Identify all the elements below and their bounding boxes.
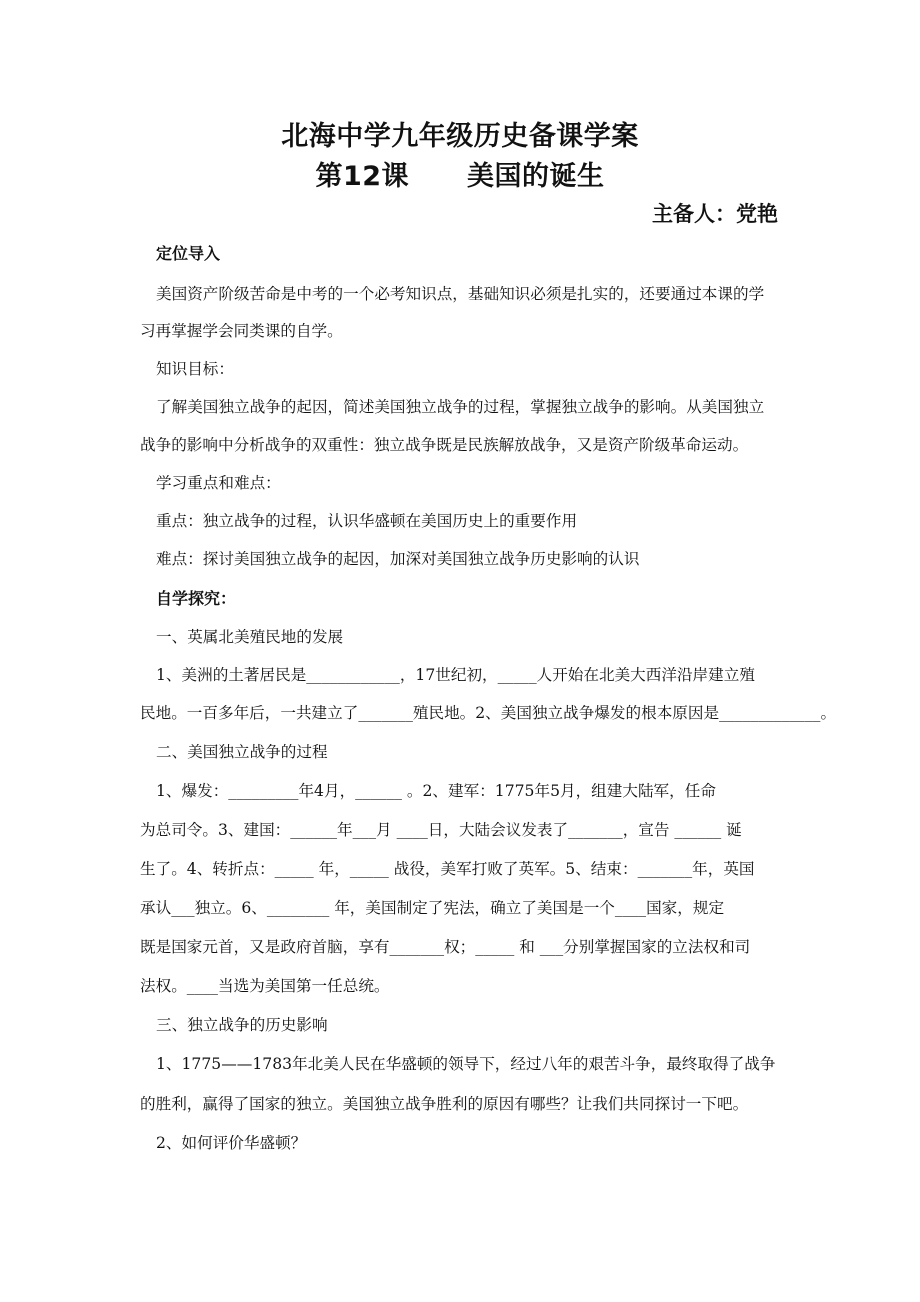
section-3-question-2: 2、如何评价华盛顿？ (156, 1134, 307, 1152)
section-2-line-2: 为总司令。3、建国：______年___月 ____日，大陆会议发表了_______，宣告 ______ 诞 (140, 821, 742, 839)
goal-line-1: 了解美国独立战争的起因，简述美国独立战争的过程，掌握独立战争的影响。从美国独立 (156, 398, 765, 416)
section-3-line-2: 的胜利，赢得了国家的独立。美国独立战争胜利的原因有哪些？让我们共同探讨一下吧。 (140, 1095, 749, 1113)
section-2-title: 二、美国独立战争的过程 (156, 743, 328, 761)
lesson-number: 第12课 (315, 161, 410, 192)
study-heading: 自学探究： (156, 589, 237, 608)
section-2-line-6: 法权。____当选为美国第一任总统。 (140, 977, 390, 995)
section-1-title: 一、英属北美殖民地的发展 (156, 628, 344, 646)
focus-line: 重点：独立战争的过程，认识华盛顿在美国历史上的重要作用 (156, 512, 578, 530)
intro-line-2: 习再掌握学会同类课的自学。 (140, 322, 343, 340)
intro-line-1: 美国资产阶级苦命是中考的一个必考知识点，基础知识必须是扎实的，还要通过本课的学 (156, 285, 765, 303)
section-2-line-1: 1、爆发：_________年4月，______ 。2、建军：1775年5月，组建大陆军，任命 (156, 782, 716, 800)
section-1-line-1: 1、美洲的土著居民是____________，17世纪初，_____人开始在北美大西洋沿岸建立殖 (156, 666, 755, 684)
lesson-title (0, 154, 920, 193)
lesson-name: 美国的诞生 (467, 161, 605, 192)
goal-label: 知识目标： (156, 360, 234, 378)
section-1-line-2: 民地。一百多年后，一共建立了_______殖民地。2、美国独立战争爆发的根本原因是_____________。 (140, 704, 837, 722)
section-2-line-5: 既是国家元首，又是政府首脑，享有_______权；_____ 和 ___分别掌握国家的立法权和司 (140, 938, 751, 956)
school-title: 北海中学九年级历史备课学案 (281, 121, 639, 152)
section-3-line-1: 1、1775——1783年北美人民在华盛顿的领导下，经过八年的艰苦斗争，最终取得了战争 (156, 1055, 776, 1073)
author-line: 主备人：党艳 (652, 202, 778, 226)
positioning-heading: 定位导入 (156, 244, 221, 263)
section-3-title: 三、独立战争的历史影响 (156, 1016, 328, 1034)
focus-label: 学习重点和难点： (156, 474, 281, 492)
section-2-line-4: 承认___独立。6、________ 年，美国制定了宪法，确立了美国是一个____国家，规定 (140, 899, 725, 917)
section-2-line-3: 生了。4、转折点：_____ 年，_____ 战役，美军打败了英军。5、结束：_______年，英国 (140, 860, 755, 878)
goal-line-2: 战争的影响中分析战争的双重性：独立战争既是民族解放战争，又是资产阶级革命运动。 (140, 436, 749, 454)
difficulty-line: 难点：探讨美国独立战争的起因，加深对美国独立战争历史影响的认识 (156, 550, 640, 568)
